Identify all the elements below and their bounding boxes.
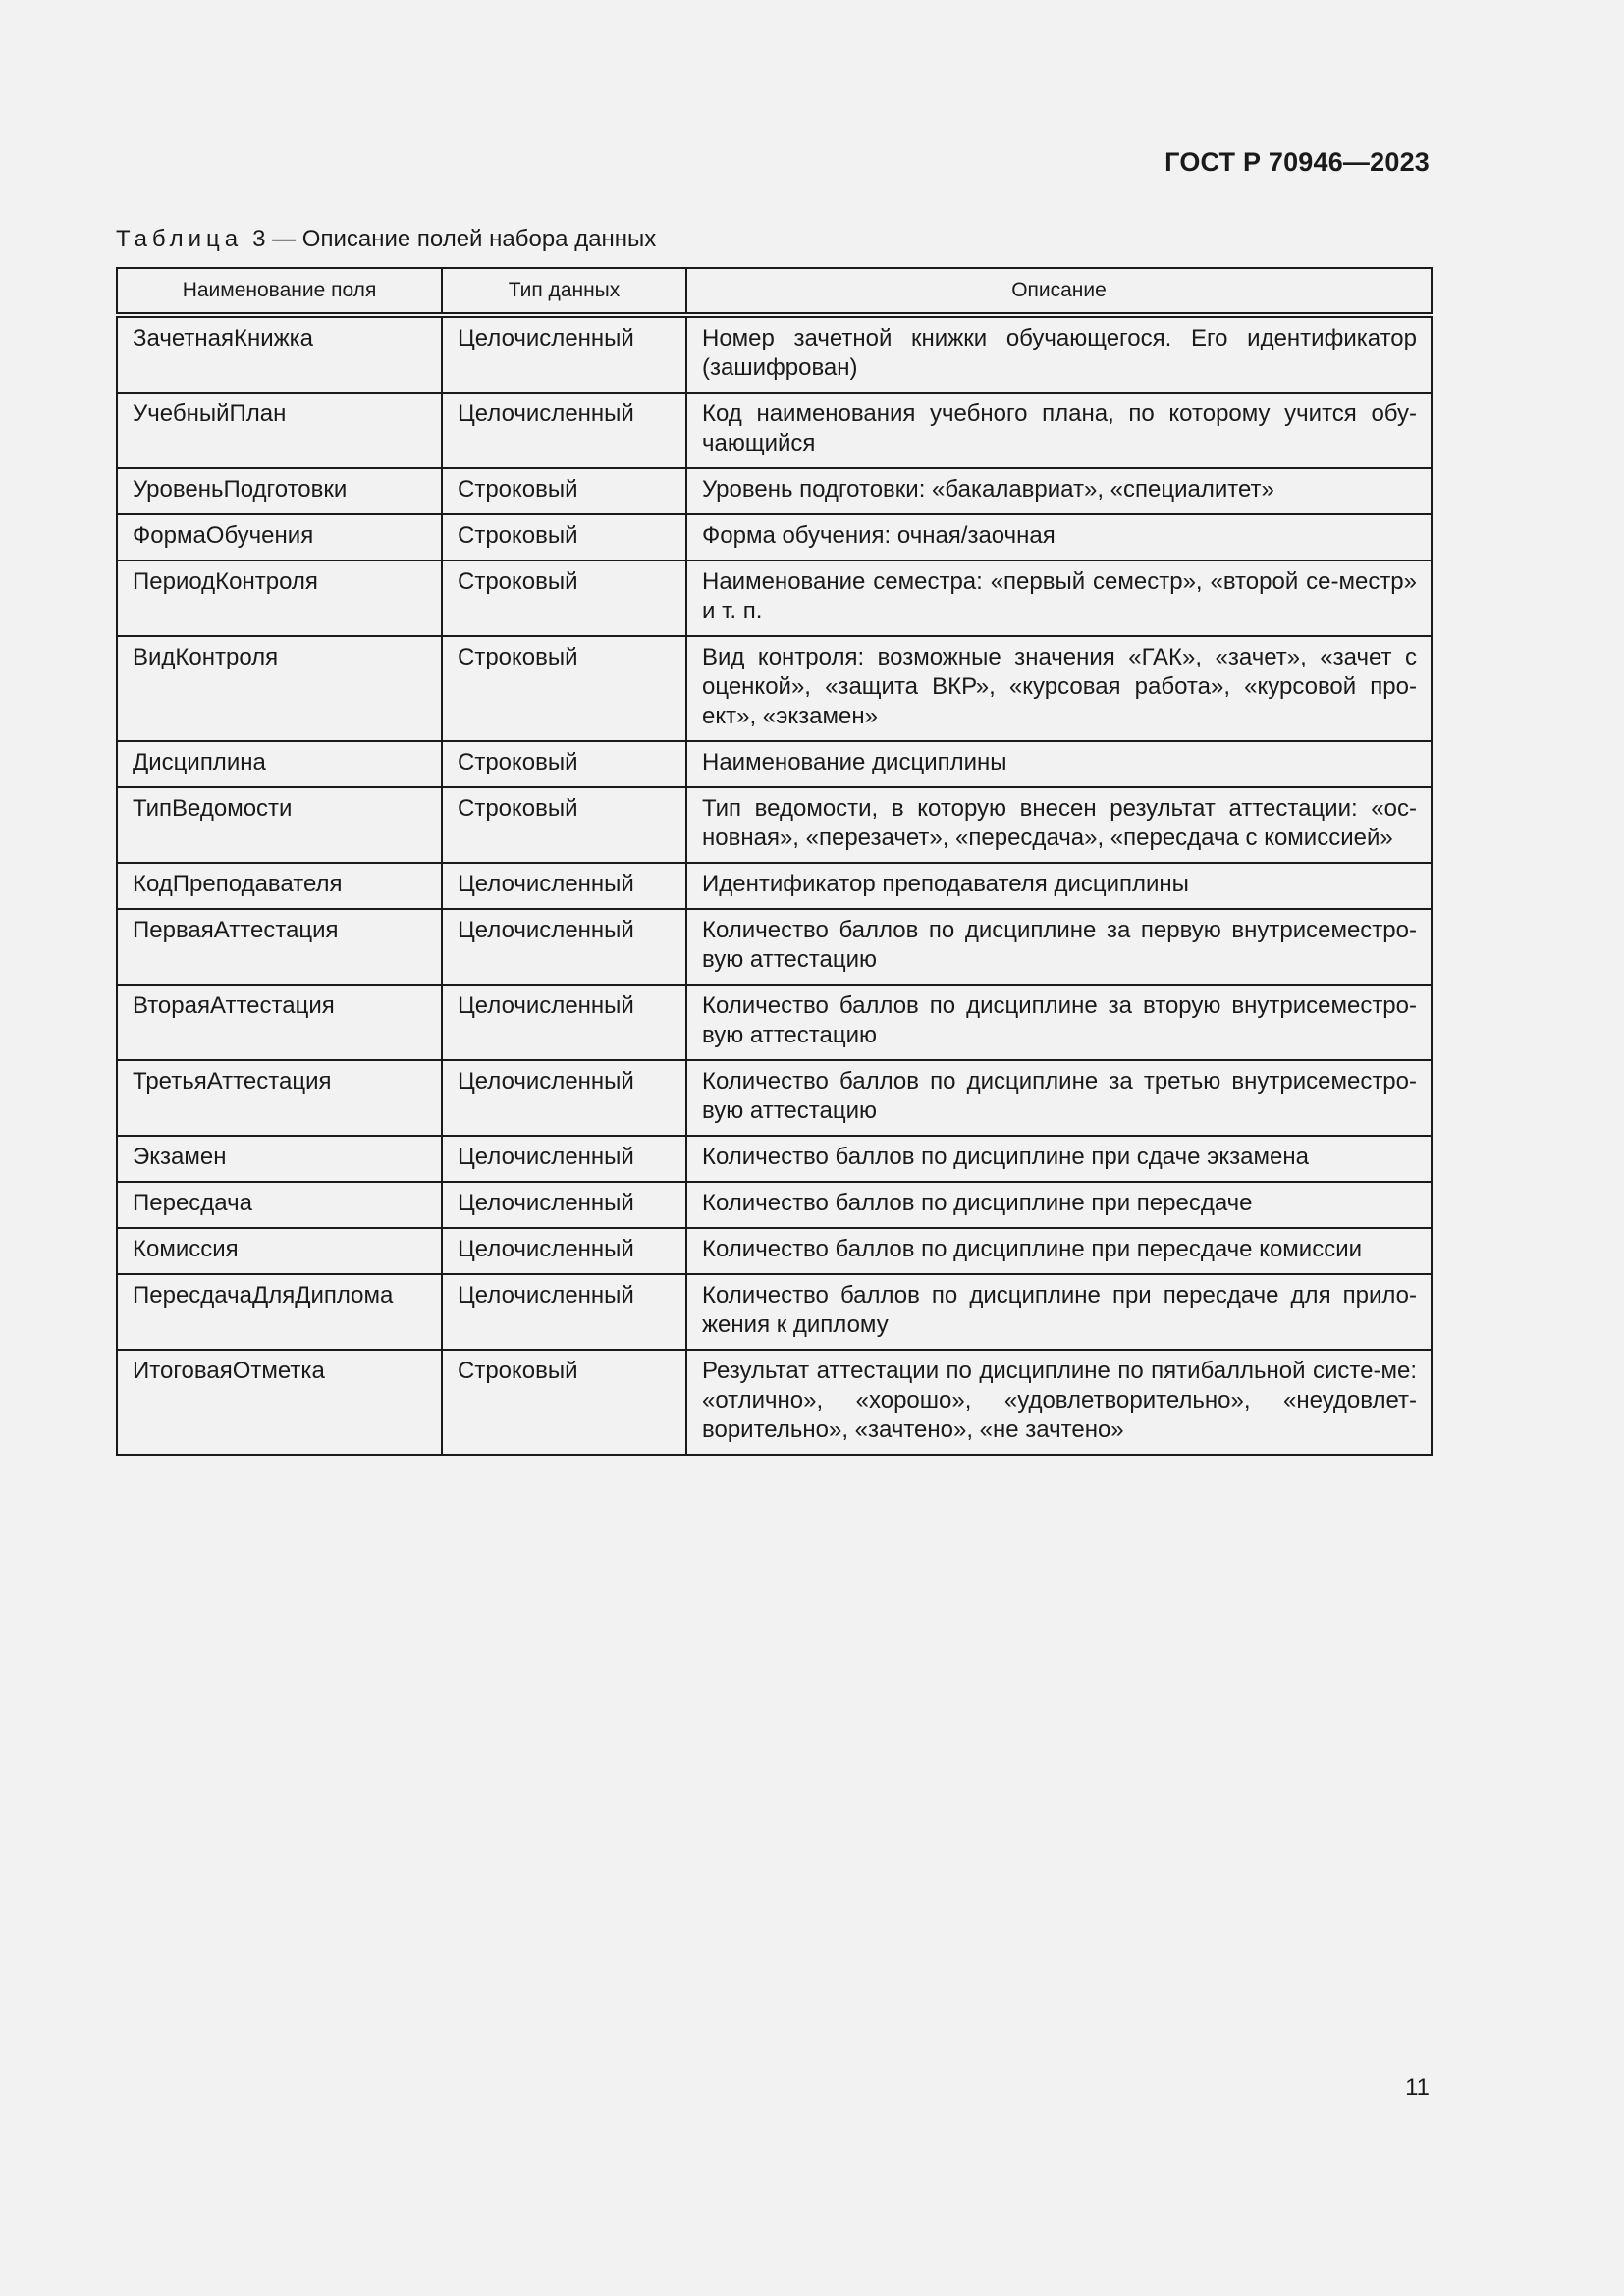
- table-row: [117, 393, 1432, 468]
- data-type-cell: Целочисленный: [442, 985, 686, 1060]
- data-type-cell: Строковый: [442, 468, 686, 514]
- table-row: [117, 1182, 1432, 1228]
- data-fields-table: [116, 267, 1433, 1456]
- data-type-cell: Целочисленный: [442, 909, 686, 985]
- data-type-cell: Строковый: [442, 1350, 686, 1455]
- field-name-cell: Пересдача: [117, 1182, 442, 1228]
- data-type-cell: Строковый: [442, 561, 686, 636]
- data-type-cell: Строковый: [442, 514, 686, 561]
- table-row: [117, 863, 1432, 909]
- description-cell: Наименование семестра: «первый семестр», «второй се-местр» и т. п.: [686, 561, 1432, 636]
- data-type-cell: Целочисленный: [442, 1182, 686, 1228]
- data-type-cell: Строковый: [442, 636, 686, 741]
- data-type-cell: Строковый: [442, 787, 686, 863]
- description-cell: Количество баллов по дисциплине за вторую внутрисеместро-вую аттестацию: [686, 985, 1432, 1060]
- page-number: 11: [1405, 2074, 1430, 2101]
- field-name-cell: ЗачетнаяКнижка: [117, 315, 442, 393]
- field-name-cell: ФормаОбучения: [117, 514, 442, 561]
- field-name-cell: ТретьяАттестация: [117, 1060, 442, 1136]
- table-row: [117, 985, 1432, 1060]
- field-name-cell: ВтораяАттестация: [117, 985, 442, 1060]
- table-caption-text: 3 — Описание полей набора данных: [252, 226, 657, 252]
- description-cell: Идентификатор преподавателя дисциплины: [686, 863, 1432, 909]
- description-cell: Вид контроля: возможные значения «ГАК», «зачет», «зачет с оценкой», «защита ВКР», «курсовая работа», «курсовой про-ект», «экзамен»: [686, 636, 1432, 741]
- table-caption: [116, 226, 656, 253]
- description-cell: Количество баллов по дисциплине за третью внутрисеместро-вую аттестацию: [686, 1060, 1432, 1136]
- description-cell: Количество баллов по дисциплине за первую внутрисеместро-вую аттестацию: [686, 909, 1432, 985]
- data-type-cell: Целочисленный: [442, 1136, 686, 1182]
- data-type-cell: Целочисленный: [442, 863, 686, 909]
- table-row: [117, 1274, 1432, 1350]
- description-cell: Количество баллов по дисциплине при сдаче экзамена: [686, 1136, 1432, 1182]
- field-name-cell: ПериодКонтроля: [117, 561, 442, 636]
- table-caption-label: Таблица: [116, 226, 244, 252]
- description-cell: Результат аттестации по дисциплине по пятибалльной систе-ме: «отлично», «хорошо», «удовлетворительно», «неудовлет-ворительно», «зачтено», «не зачтено»: [686, 1350, 1432, 1455]
- field-name-cell: ВидКонтроля: [117, 636, 442, 741]
- description-cell: Количество баллов по дисциплине при пересдаче: [686, 1182, 1432, 1228]
- field-name-cell: Дисциплина: [117, 741, 442, 787]
- description-cell: Количество баллов по дисциплине при пересдаче для прило-жения к диплому: [686, 1274, 1432, 1350]
- field-name-cell: ТипВедомости: [117, 787, 442, 863]
- header-data-type: Тип данных: [442, 268, 686, 315]
- data-type-cell: Целочисленный: [442, 1228, 686, 1274]
- data-type-cell: Целочисленный: [442, 393, 686, 468]
- description-cell: Количество баллов по дисциплине при пересдаче комиссии: [686, 1228, 1432, 1274]
- header-description: Описание: [686, 268, 1432, 315]
- field-name-cell: ПересдачаДляДиплома: [117, 1274, 442, 1350]
- description-cell: Тип ведомости, в которую внесен результат аттестации: «ос-новная», «перезачет», «пересдача», «пересдача с комиссией»: [686, 787, 1432, 863]
- data-type-cell: Целочисленный: [442, 1060, 686, 1136]
- description-cell: Уровень подготовки: «бакалавриат», «специалитет»: [686, 468, 1432, 514]
- field-name-cell: ИтоговаяОтметка: [117, 1350, 442, 1455]
- header-field-name: Наименование поля: [117, 268, 442, 315]
- table-row: [117, 741, 1432, 787]
- table-row: [117, 514, 1432, 561]
- description-cell: Форма обучения: очная/заочная: [686, 514, 1432, 561]
- data-type-cell: Целочисленный: [442, 1274, 686, 1350]
- table-row: [117, 787, 1432, 863]
- field-name-cell: КодПреподавателя: [117, 863, 442, 909]
- table-row: [117, 1350, 1432, 1455]
- description-cell: Код наименования учебного плана, по которому учится обу-чающийся: [686, 393, 1432, 468]
- table-row: [117, 1136, 1432, 1182]
- field-name-cell: Комиссия: [117, 1228, 442, 1274]
- description-cell: Наименование дисциплины: [686, 741, 1432, 787]
- description-cell: Номер зачетной книжки обучающегося. Его идентификатор (зашифрован): [686, 315, 1432, 393]
- table-row: [117, 468, 1432, 514]
- table-row: [117, 315, 1432, 393]
- data-type-cell: Целочисленный: [442, 315, 686, 393]
- table-row: [117, 1228, 1432, 1274]
- table-row: [117, 636, 1432, 741]
- table-row: [117, 1060, 1432, 1136]
- table-row: [117, 909, 1432, 985]
- field-name-cell: УчебныйПлан: [117, 393, 442, 468]
- data-type-cell: Строковый: [442, 741, 686, 787]
- table-header-row: [117, 268, 1432, 315]
- field-name-cell: Экзамен: [117, 1136, 442, 1182]
- field-name-cell: УровеньПодготовки: [117, 468, 442, 514]
- standard-code: ГОСТ Р 70946—2023: [1164, 147, 1430, 177]
- field-name-cell: ПерваяАттестация: [117, 909, 442, 985]
- table-row: [117, 561, 1432, 636]
